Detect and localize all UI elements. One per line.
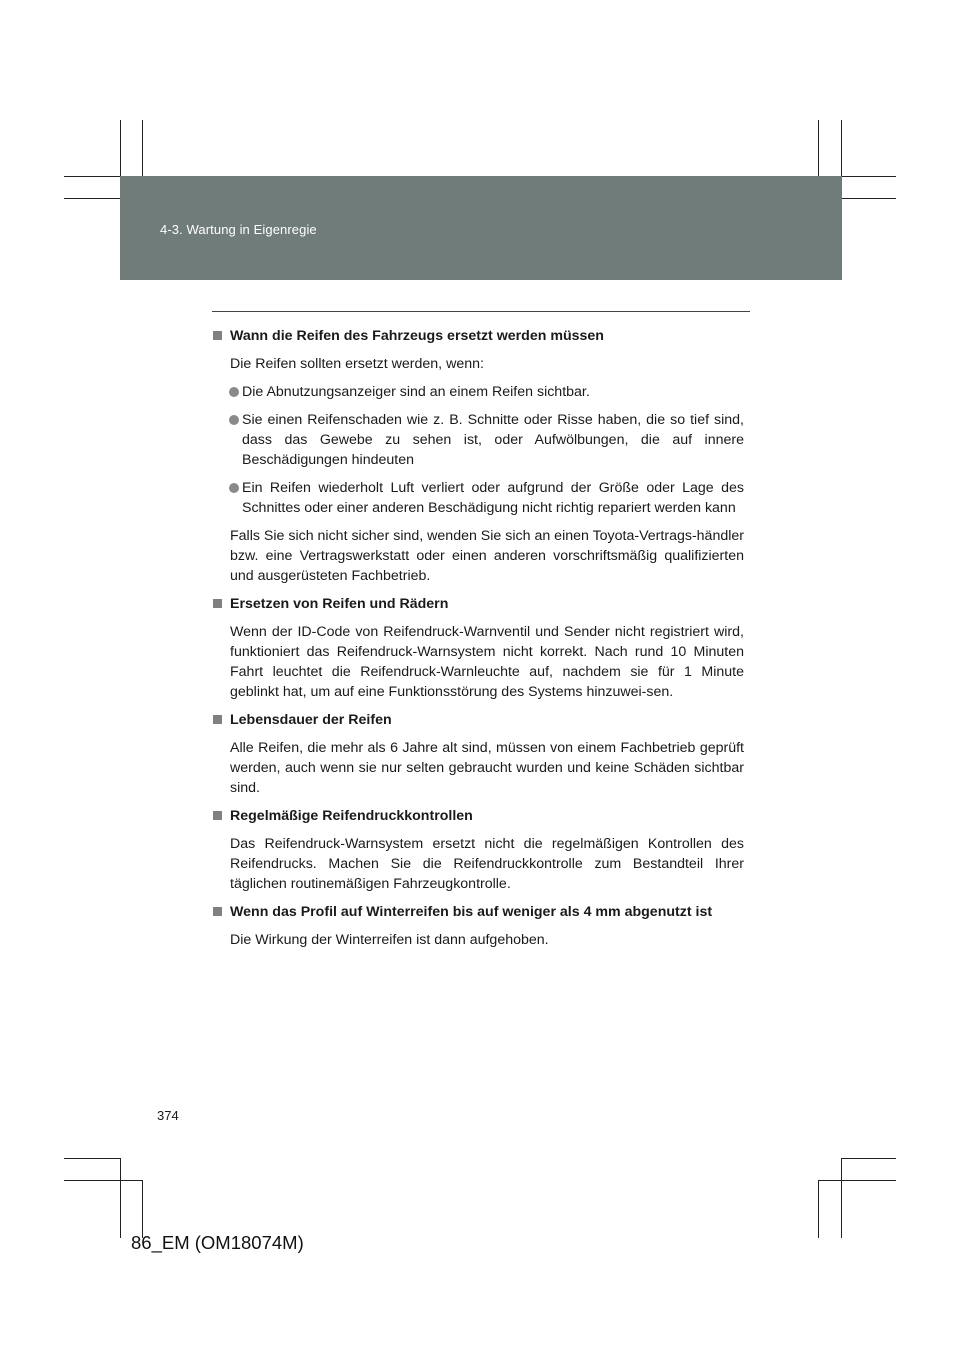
round-bullet-icon	[229, 415, 239, 425]
round-bullet-icon	[229, 387, 239, 397]
document-code: 86_EM (OM18074M)	[131, 1232, 304, 1253]
section-header-band	[120, 176, 842, 280]
paragraph: Die Reifen sollten ersetzt werden, wenn:	[230, 356, 484, 372]
section-heading: Lebensdauer der Reifen	[212, 710, 744, 730]
page-content	[212, 326, 744, 950]
section-heading: Ersetzen von Reifen und Rädern	[212, 594, 744, 614]
crop-mark	[818, 1180, 896, 1181]
section-heading: Wenn das Profil auf Winterreifen bis auf weniger als 4 mm abgenutzt ist	[212, 902, 744, 922]
crop-mark	[64, 1180, 142, 1181]
crop-mark	[818, 1180, 819, 1238]
crop-mark	[120, 1158, 121, 1238]
crop-mark	[142, 1180, 143, 1238]
section-heading: Regelmäßige Reifendruckkontrollen	[212, 806, 744, 826]
crop-mark	[841, 1158, 842, 1238]
crop-mark	[64, 1158, 120, 1159]
paragraph: Falls Sie sich nicht sicher sind, wenden Sie sich an einen Toyota-Vertrags-händler bzw. eine Vertragswerkstatt oder einen anderen vorschriftsmäßig qualifizierten und ausgerüsteten Fachbetrieb.	[230, 528, 744, 584]
paragraph: Die Wirkung der Winterreifen ist dann aufgehoben.	[230, 932, 549, 948]
top-divider	[212, 311, 750, 312]
crop-mark	[818, 120, 819, 176]
square-bullet-icon	[213, 907, 222, 916]
crop-mark	[64, 198, 120, 199]
page-number: 374	[157, 1108, 179, 1123]
list-item: Sie einen Reifenschaden wie z. B. Schnitte oder Risse haben, die so tief sind, dass das Gewebe zu sehen ist, oder Aufwölbungen, die auf innere Beschädigungen hindeuten	[212, 410, 744, 470]
paragraph: Alle Reifen, die mehr als 6 Jahre alt sind, müssen von einem Fachbetrieb geprüft werden, auch wenn sie nur selten gebraucht wurden und keine Schäden sichtbar sind.	[230, 740, 744, 796]
section-heading: Wann die Reifen des Fahrzeugs ersetzt werden müssen	[212, 326, 744, 346]
round-bullet-icon	[229, 483, 239, 493]
crop-mark	[842, 1158, 896, 1159]
crop-mark	[842, 198, 896, 199]
paragraph: Das Reifendruck-Warnsystem ersetzt nicht die regelmäßigen Kontrollen des Reifendrucks. Machen Sie die Reifendruckkontrolle zum Bestandteil Ihrer täglichen routinemäßigen Fahrzeugkontrolle.	[230, 836, 744, 892]
list-item: Ein Reifen wiederholt Luft verliert oder aufgrund der Größe oder Lage des Schnittes oder einer anderen Beschädigung nicht richtig repariert werden kann	[212, 478, 744, 518]
square-bullet-icon	[213, 811, 222, 820]
square-bullet-icon	[213, 599, 222, 608]
section-title: 4-3. Wartung in Eigenregie	[160, 222, 317, 237]
crop-mark	[142, 120, 143, 176]
square-bullet-icon	[213, 331, 222, 340]
paragraph: Wenn der ID-Code von Reifendruck-Warnventil und Sender nicht registriert wird, funktioniert das Reifendruck-Warnsystem nicht korrekt. Nach rund 10 Minuten Fahrt leuchtet die Reifendruck-Warnleuchte auf, nachdem sie für 1 Minute geblinkt hat, um auf eine Funktionsstörung des Systems hinzuwei-sen.	[230, 624, 744, 700]
square-bullet-icon	[213, 715, 222, 724]
list-item: Die Abnutzungsanzeiger sind an einem Reifen sichtbar.	[212, 382, 744, 402]
